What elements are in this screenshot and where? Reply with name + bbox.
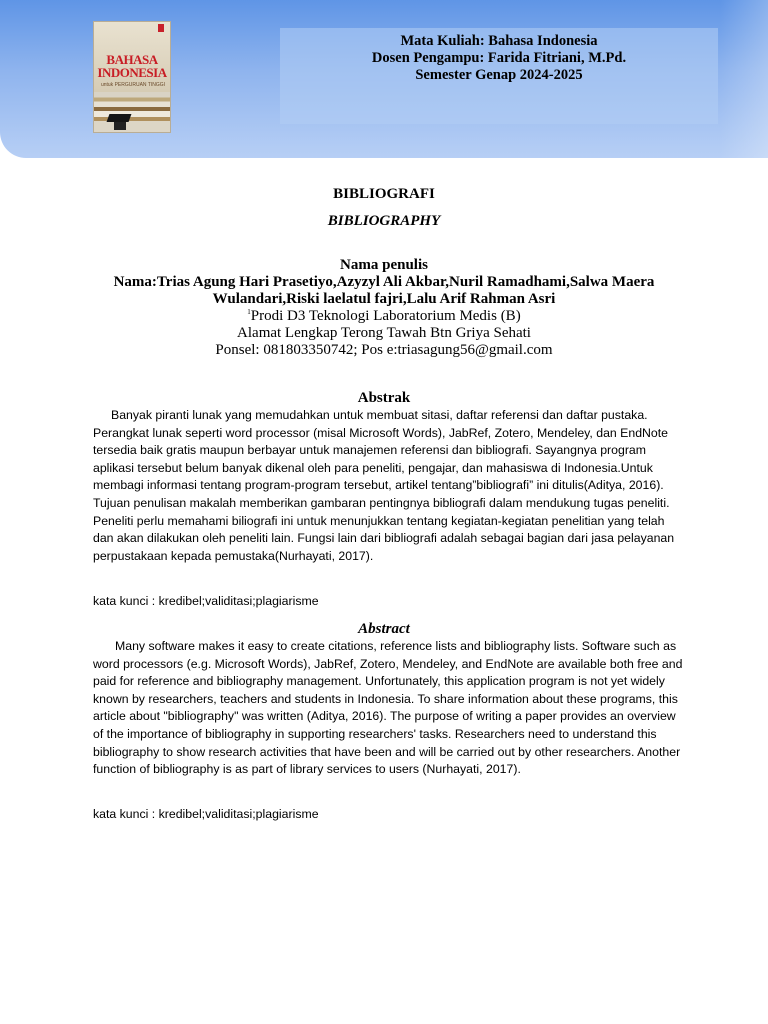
- semester: Semester Genap 2024-2025: [415, 67, 583, 83]
- course-name: Mata Kuliah: Bahasa Indonesia: [400, 33, 598, 49]
- cover-title-line2: INDONESIA: [97, 65, 167, 80]
- keywords-id: kata kunci : kredibel;validitasi;plagiarisme: [93, 594, 319, 608]
- abstract-en-heading: Abstract: [358, 621, 410, 637]
- title-english: BIBLIOGRAPHY: [327, 213, 441, 229]
- abstract-en-body: [93, 638, 683, 779]
- cover-subtitle: untuk PERGURUAN TINGGI: [100, 82, 166, 88]
- author-names-line1: Nama:Trias Agung Hari Prasetiyo,Azyzyl Ali Akbar,Nuril Ramadhami,Salwa Maera: [113, 274, 655, 290]
- book-cover-image: [94, 22, 170, 132]
- cover-books-illustration: [94, 92, 170, 132]
- study-program-text: Prodi D3 Teknologi Laboratorium Medis (B): [250, 308, 521, 324]
- study-program: [60, 308, 708, 325]
- graduation-cap-icon-base: [114, 121, 126, 130]
- abstract-id-text: Banyak piranti lunak yang memudahkan untuk membuat sitasi, daftar referensi dan daftar pustaka. Perangkat lunak seperti word processor (misal Microsoft Words), JabRef, Zotero, Mendeley, dan EndNote tersedia baik gratis maupun berbayar untuk manajemen referensi dan bibliografi. Sayangnya program aplikasi tersebut belum banyak dikenal oleh para peneliti, pengajar, dan mahasiswa di Indonesia.Untuk membagi informasi tentang program-program tersebut, artikel tentang”bibliografi” ini ditulis(Aditya, 2016). Tujuan penulisan makalah memberikan gambaran pentingnya bibliografi dalam mendukung tugas peneliti. Peneliti perlu memahami biliografi ini untuk menunjukkan tentang kegiatan-kegiatan penelitian yang telah dan akan dilakukan oleh peneliti lain. Fungsi lain dari bibliografi adalah sebagai bagian dari jasa pelayanan perpustakaan kepada pemustaka(Nurhayati, 2017).: [93, 408, 675, 563]
- abstract-id-heading: Abstrak: [357, 390, 411, 406]
- author-contact: Ponsel: 081803350742; Pos e:triasagung56@gmail.com: [215, 342, 553, 358]
- title-indonesian: BIBLIOGRAFI: [333, 186, 435, 202]
- graduation-cap-icon: [107, 114, 132, 122]
- author-address: Alamat Lengkap Terong Tawah Btn Griya Sehati: [237, 325, 531, 341]
- abstract-id-body: [93, 407, 683, 565]
- author-heading: Nama penulis: [340, 257, 428, 273]
- cover-ribbon: [158, 24, 164, 32]
- lecturer-name: Dosen Pengampu: Farida Fitriani, M.Pd.: [371, 50, 627, 66]
- cover-title-line1: BAHASA: [106, 52, 158, 67]
- author-names-line2: Wulandari,Riski laelatul fajri,Lalu Arif Rahman Asri: [212, 291, 556, 307]
- keywords-en: kata kunci : kredibel;validitasi;plagiarisme: [93, 807, 319, 821]
- abstract-en-text: Many software makes it easy to create citations, reference lists and bibliography lists. Software such as word processors (e.g. Microsoft Words), JabRef, Zotero, Mendeley, and EndNote are available both free and paid for reference and bibliography management. Unfortunately, this application program is not yet widely known by researchers, teachers and students in Indonesia. To share information about these programs, this article about "bibliography" was written (Aditya, 2016). The purpose of writing a paper provides an overview of the importance of bibliography in supporting researchers' tasks. Researchers need to understand this bibliography to show research activities that have been and will be carried out by other researchers. Another function of bibliography is as part of library services to users (Nurhayati, 2017).: [93, 639, 683, 777]
- affiliation-marker: 1: [247, 308, 251, 316]
